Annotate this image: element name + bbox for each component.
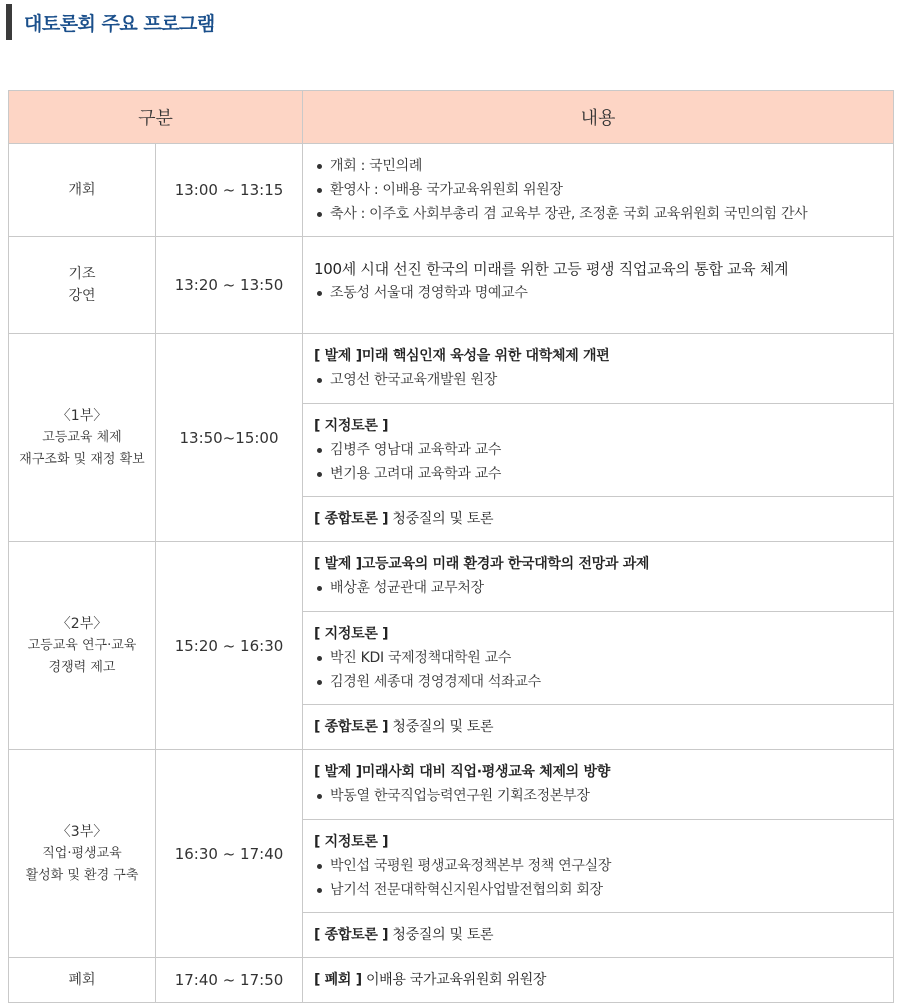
category-cell — [9, 750, 156, 958]
general-discussion: [ 종합토론 ] 청중질의 및 토론 — [314, 927, 494, 943]
list-item: 배상훈 성균관대 교무처장 — [314, 576, 881, 600]
part-subtitle: 재구조화 및 재정 확보 — [19, 451, 145, 467]
panel-heading: [ 지정토론 ] — [314, 418, 389, 434]
part-subtitle: 경쟁력 제고 — [48, 659, 116, 675]
bullet-list — [314, 368, 881, 392]
presentation-title: [ 발제 ]고등교육의 미래 환경과 한국대학의 전망과 과제 — [314, 556, 650, 572]
list-item: 조동성 서울대 경영학과 명예교수 — [314, 281, 881, 305]
category-cell: 개회 — [9, 144, 156, 237]
keynote-title: 100세 시대 선진 한국의 미래를 위한 고등 평생 직업교육의 통합 교육 체계 — [314, 260, 789, 278]
time-cell: 13:20 ~ 13:50 — [156, 237, 303, 334]
time-cell: 13:50~15:00 — [156, 334, 303, 542]
part-subtitle: 고등교육 체제 — [42, 430, 122, 446]
part-label: 〈2부〉 — [56, 615, 108, 632]
content-cell — [303, 144, 894, 237]
bullet-list — [314, 154, 881, 226]
page-title: 대토론회 주요 프로그램 — [24, 12, 215, 35]
table-row-keynote — [9, 237, 894, 334]
table-row-part3 — [9, 750, 894, 958]
bullet-list — [314, 438, 881, 486]
content-cell — [303, 750, 894, 958]
general-discussion: [ 종합토론 ] 청중질의 및 토론 — [314, 511, 494, 527]
general-discussion: [ 종합토론 ] 청중질의 및 토론 — [314, 719, 494, 735]
section-header — [6, 4, 215, 40]
content-cell — [303, 542, 894, 750]
header-category: 구분 — [9, 91, 303, 144]
category-line: 기조 — [68, 265, 96, 282]
category-cell — [9, 237, 156, 334]
table-row-closing — [9, 958, 894, 1003]
table-row-opening — [9, 144, 894, 237]
list-item: 환영사 : 이배용 국가교육위원회 위원장 — [314, 178, 881, 202]
list-item: 변기용 고려대 교육학과 교수 — [314, 462, 881, 486]
list-item: 김경원 세종대 경영경제대 석좌교수 — [314, 670, 881, 694]
part-subtitle: 활성화 및 환경 구축 — [25, 867, 139, 883]
header-content: 내용 — [303, 91, 894, 144]
time-cell: 17:40 ~ 17:50 — [156, 958, 303, 1003]
bullet-list — [314, 576, 881, 600]
content-cell — [303, 958, 894, 1003]
category-cell — [9, 334, 156, 542]
list-item: 개회 : 국민의례 — [314, 154, 881, 178]
list-item: 박진 KDI 국제정책대학원 교수 — [314, 646, 881, 670]
list-item: 남기석 전문대학혁신지원사업발전협의회 회장 — [314, 878, 881, 902]
presentation-title: [ 발제 ]미래 핵심인재 육성을 위한 대학체제 개편 — [314, 348, 610, 364]
part-subtitle: 고등교육 연구·교육 — [27, 638, 137, 654]
category-cell — [9, 542, 156, 750]
list-item: 박인섭 국평원 평생교육정책본부 정책 연구실장 — [314, 854, 881, 878]
part-subtitle: 직업·평생교육 — [42, 846, 122, 862]
content-cell — [303, 237, 894, 334]
table-row-part1 — [9, 334, 894, 542]
bullet-list — [314, 784, 881, 808]
part-label: 〈1부〉 — [56, 407, 108, 424]
table-header-row — [9, 91, 894, 144]
list-item: 고영선 한국교육개발원 원장 — [314, 368, 881, 392]
panel-heading: [ 지정토론 ] — [314, 834, 389, 850]
content-cell — [303, 334, 894, 542]
category-line: 강연 — [68, 288, 96, 304]
bullet-list — [314, 854, 881, 902]
bullet-list — [314, 281, 881, 305]
bullet-list — [314, 646, 881, 694]
title-accent-bar — [6, 4, 12, 40]
time-cell: 16:30 ~ 17:40 — [156, 750, 303, 958]
list-item: 김병주 영남대 교육학과 교수 — [314, 438, 881, 462]
time-cell: 13:00 ~ 13:15 — [156, 144, 303, 237]
presentation-title: [ 발제 ]미래사회 대비 직업·평생교육 체제의 방향 — [314, 764, 610, 780]
list-item: 박동열 한국직업능력연구원 기획조정본부장 — [314, 784, 881, 808]
part-label: 〈3부〉 — [56, 823, 108, 840]
list-item: 축사 : 이주호 사회부총리 겸 교육부 장관, 조정훈 국회 교육위원회 국민의힘 간사 — [314, 202, 881, 226]
panel-heading: [ 지정토론 ] — [314, 626, 389, 642]
time-cell: 15:20 ~ 16:30 — [156, 542, 303, 750]
category-cell: 폐회 — [9, 958, 156, 1003]
program-table — [8, 90, 894, 1003]
table-row-part2 — [9, 542, 894, 750]
closing-text: [ 폐회 ] 이배용 국가교육위원회 위원장 — [314, 972, 547, 988]
